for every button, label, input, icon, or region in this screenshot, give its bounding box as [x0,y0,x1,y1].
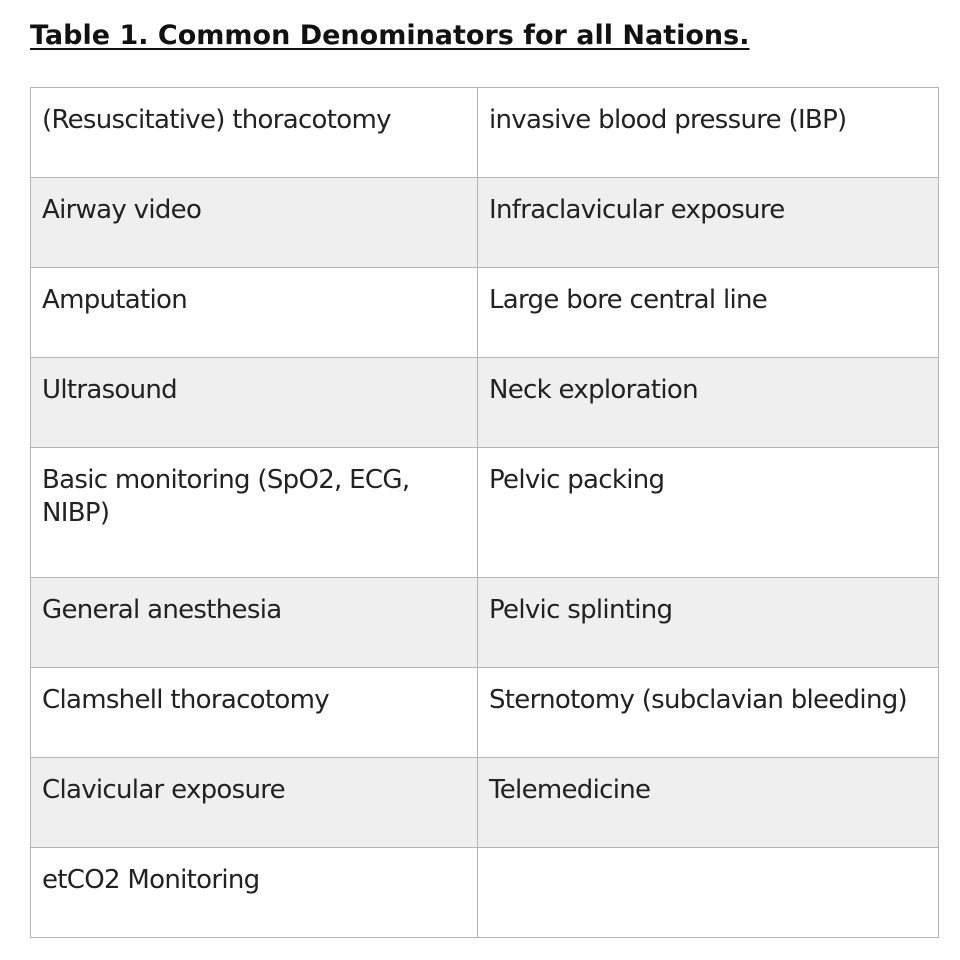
table-row [31,578,939,668]
table-cell-right: invasive blood pressure (IBP) [478,88,939,178]
table-row [31,358,939,448]
table-row [31,668,939,758]
table-row [31,88,939,178]
denominators-table [30,87,939,938]
table-cell-left: etCO2 Monitoring [31,848,478,938]
table-row [31,848,939,938]
table-cell-right: Large bore central line [478,268,939,358]
table-row [31,448,939,578]
table-row [31,758,939,848]
table-cell-right: Neck exploration [478,358,939,448]
table-cell-left: Airway video [31,178,478,268]
table-cell-right: Pelvic splinting [478,578,939,668]
table-cell-left: Amputation [31,268,478,358]
table-cell-right: Infraclavicular exposure [478,178,939,268]
table-row [31,178,939,268]
table-row [31,268,939,358]
table-cell-right: Sternotomy (subclavian bleeding) [478,668,939,758]
table-cell-left: Clamshell thoracotomy [31,668,478,758]
table-cell-left: (Resuscitative) thoracotomy [31,88,478,178]
table-title: Table 1. Common Denominators for all Nations. [30,20,750,51]
table-cell-right: Pelvic packing [478,448,939,578]
table-cell-left: Clavicular exposure [31,758,478,848]
table-cell-left: Basic monitoring (SpO2, ECG, NIBP) [31,448,478,578]
table-cell-right [478,848,939,938]
table-cell-right: Telemedicine [478,758,939,848]
table-cell-left: General anesthesia [31,578,478,668]
table-cell-left: Ultrasound [31,358,478,448]
